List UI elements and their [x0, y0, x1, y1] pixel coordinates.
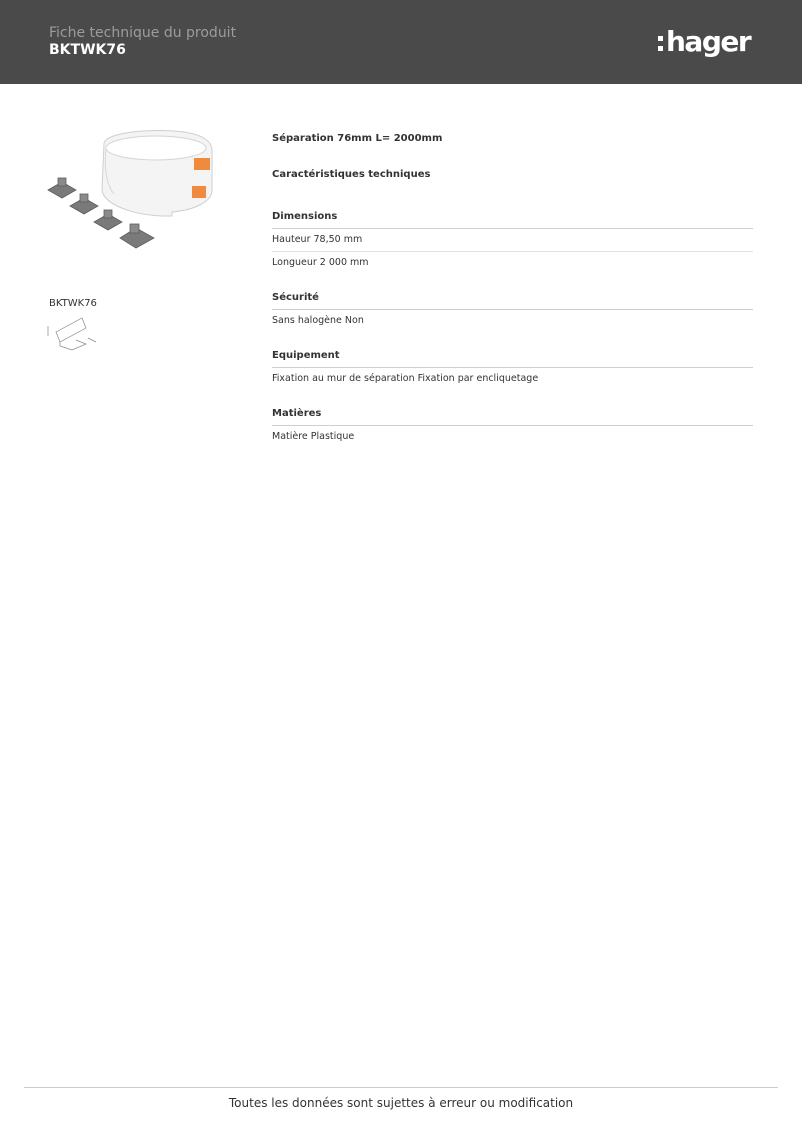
spec-row: Sans halogène Non — [272, 315, 364, 326]
spec-row: Hauteur 78,50 mm — [272, 234, 363, 245]
footer-disclaimer: Toutes les données sont sujettes à erreur ou modification — [228, 1096, 574, 1110]
technical-characteristics-heading: Caractéristiques techniques — [272, 169, 431, 180]
section-title: Matières — [272, 408, 753, 426]
spec-row: Longueur 2 000 mm — [272, 251, 753, 274]
technical-drawing — [46, 314, 102, 352]
section-title: Sécurité — [272, 292, 753, 310]
spec-row: Matière Plastique — [272, 431, 355, 442]
product-details — [272, 133, 753, 466]
logo-dots-icon — [658, 36, 663, 51]
product-reference-title: BKTWK76 — [49, 42, 126, 58]
document-subtitle: Fiche technique du produit — [49, 25, 237, 41]
product-description: Séparation 76mm L= 2000mm — [272, 133, 443, 144]
section-securite — [272, 292, 753, 332]
spec-row: Fixation au mur de séparation Fixation par encliquetage — [272, 373, 539, 384]
hager-logo — [658, 24, 750, 60]
image-caption-reference: BKTWK76 — [49, 298, 97, 309]
product-image — [44, 120, 220, 254]
section-title: Dimensions — [272, 211, 753, 229]
section-matieres — [272, 408, 753, 448]
header-band — [0, 0, 802, 84]
footer-divider — [24, 1087, 778, 1088]
brand-name: hager — [666, 25, 751, 58]
section-equipement — [272, 350, 753, 390]
section-title: Equipement — [272, 350, 753, 368]
section-dimensions — [272, 211, 753, 274]
